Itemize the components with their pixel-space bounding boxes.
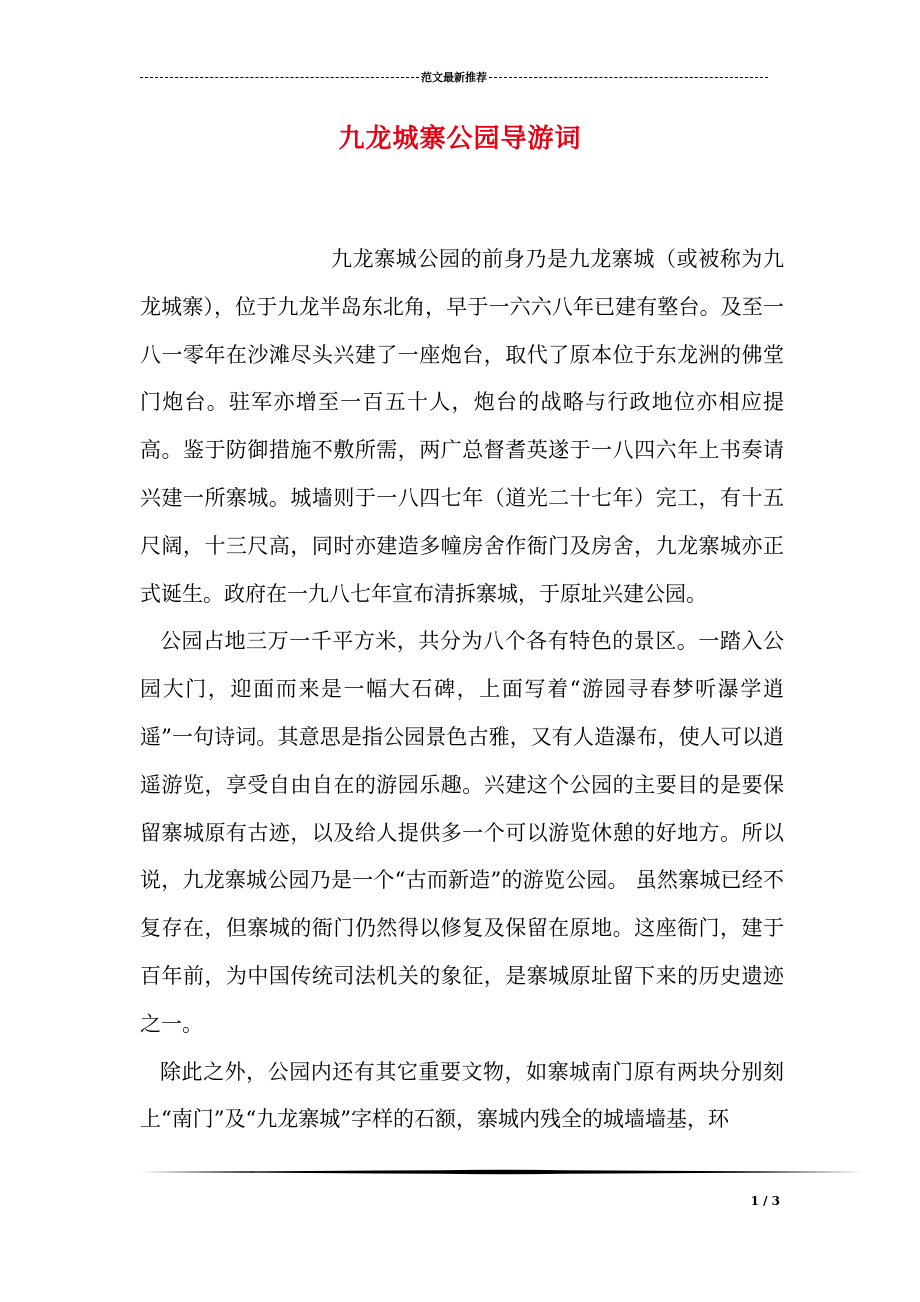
document-body	[140, 236, 784, 1144]
page-header	[140, 68, 768, 86]
paragraph-park-layout: 公园占地三万一千平方米，共分为八个各有特色的景区。一踏入公园大门，迎面而来是一幅大石碑，上面写着“游园寻春梦听瀑学逍遥”一句诗词。其意思是指公园景色古雅，又有人造瀑布，使人可以逍遥游览，享受自由自在的游园乐趣。兴建这个公园的主要目的是要保留寨城原有古迹，以及给人提供多一个可以游览休憩的好地方。所以说，九龙寨城公园乃是一个“古而新造”的游览公园。 虽然寨城已经不复存在，但寨城的衙门仍然得以修复及保留在原地。这座衙门，建于百年前，为中国传统司法机关的象征，是寨城原址留下来的历史遗迹之一。	[140, 629, 784, 1036]
paragraph-relics: 除此之外，公园内还有其它重要文物，如寨城南门原有两块分别刻上“南门”及“九龙寨城”字样的石额，寨城内残全的城墙墙基，环	[140, 1059, 784, 1132]
header-dashes-left	[140, 77, 419, 78]
document-title: 九龙城寨公园导游词	[338, 124, 582, 154]
header-label: 范文最新推荐	[421, 71, 487, 84]
paragraph-history: 九龙寨城公园的前身乃是九龙寨城（或被称为九龙城寨），位于九龙半岛东北角，早于一六六八年已建有墪台。及至一八一零年在沙滩尽头兴建了一座炮台，取代了原本位于东龙洲的佛堂门炮台。驻军亦增至一百五十人，炮台的战略与行政地位亦相应提高。鉴于防御措施不敷所需，两广总督耆英遂于一八四六年上书奏请兴建一所寨城。城墙则于一八四七年（道光二十七年）完工，有十五尺阔，十三尺高，同时亦建造多幢房舍作衙门及房舍，九龙寨城亦正式诞生。政府在一九八七年宣布清拆寨城，于原址兴建公园。	[140, 247, 784, 606]
page-number: 1 / 3	[750, 1194, 780, 1208]
header-dashes-right	[489, 77, 768, 78]
footer-rule	[140, 1166, 864, 1178]
